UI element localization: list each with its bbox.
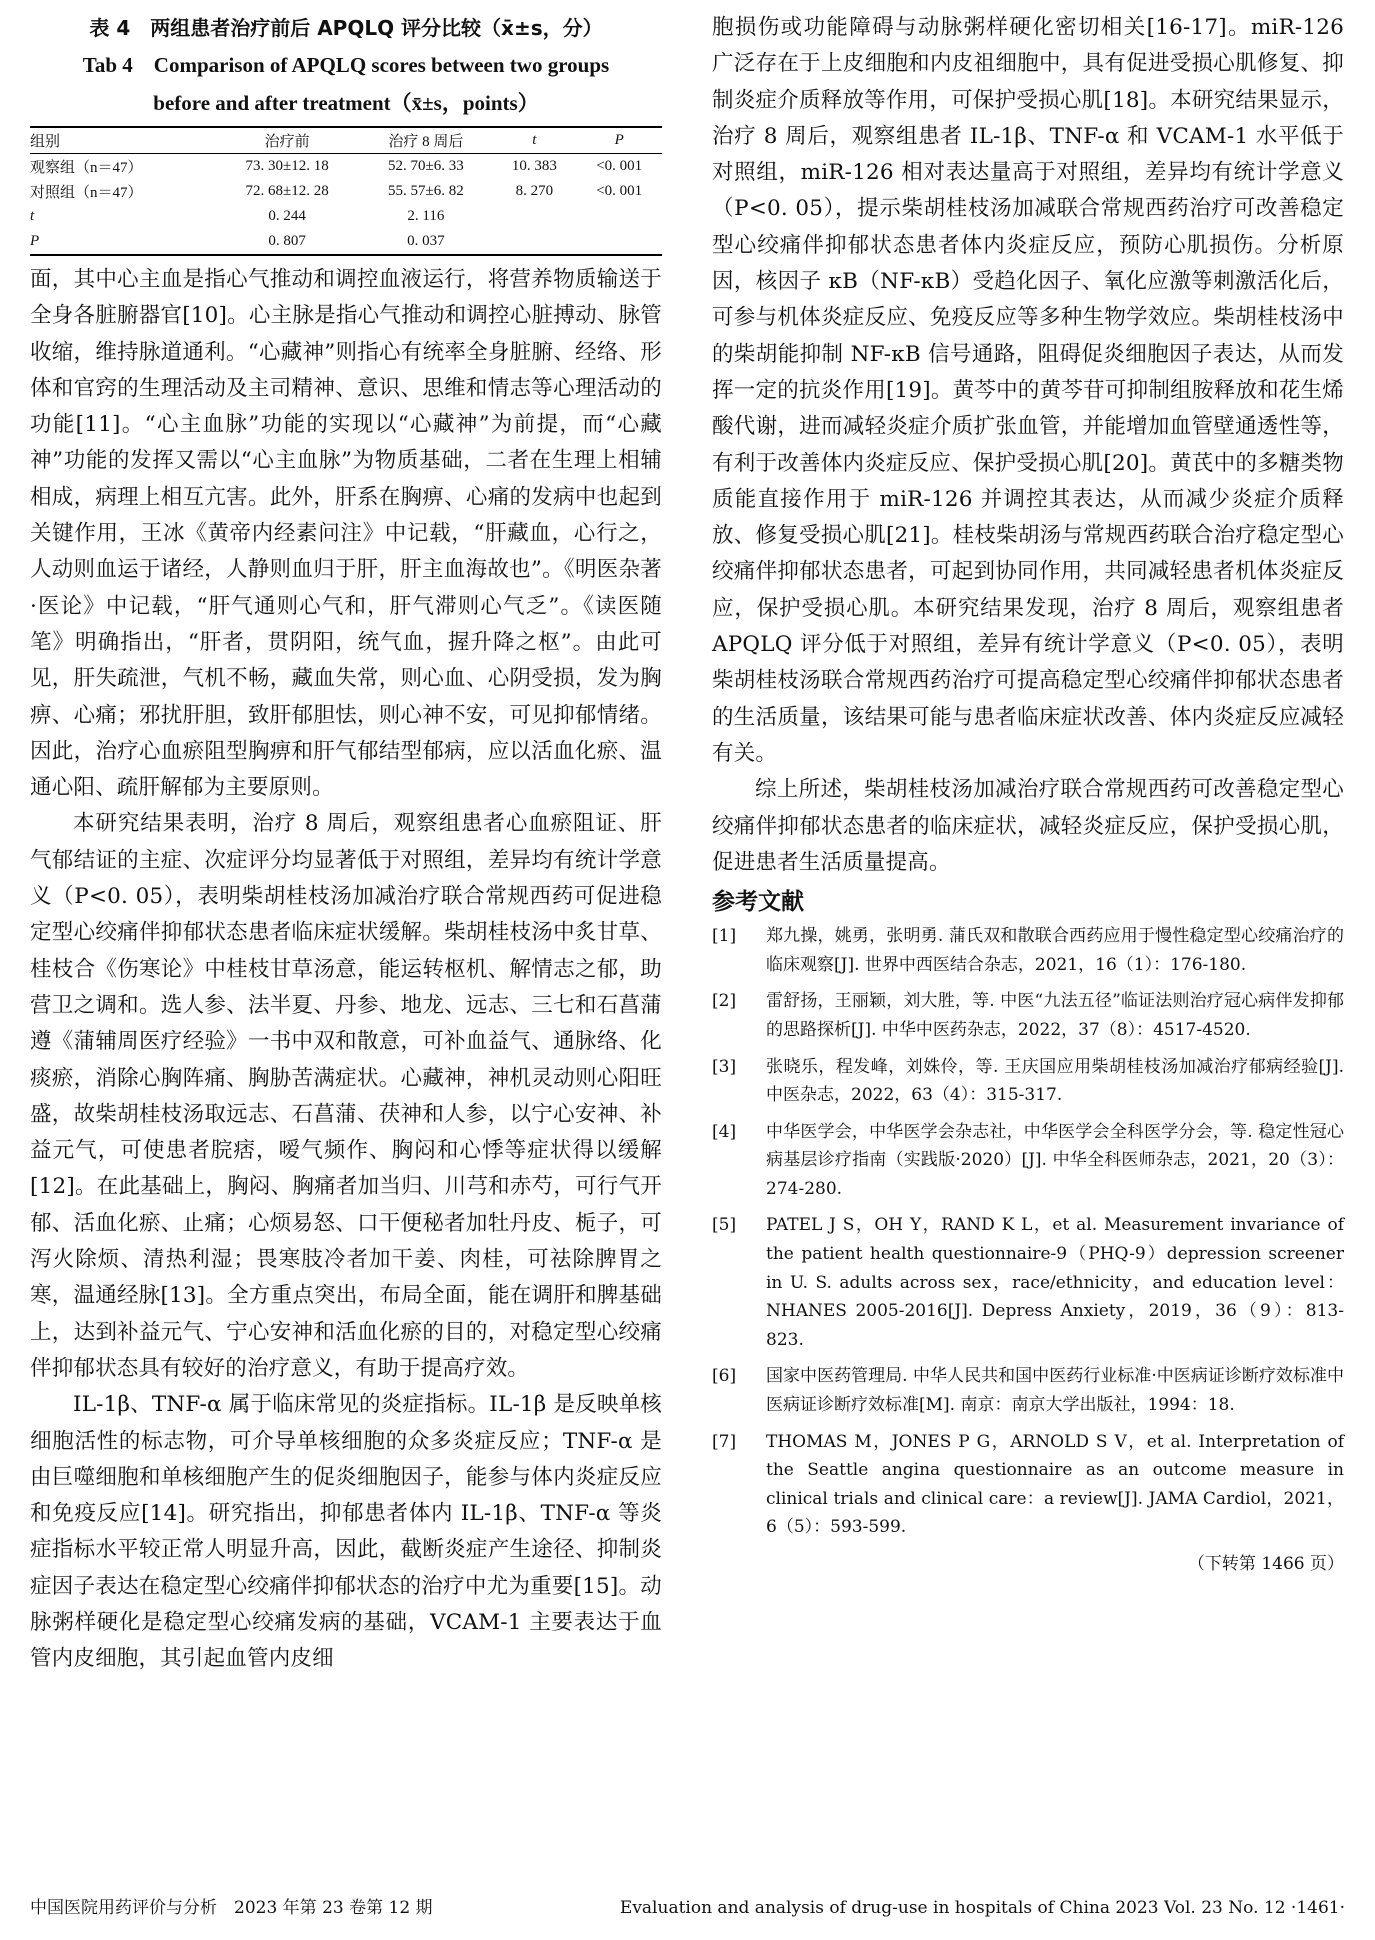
table-cell: 对照组（n＝47） [30, 185, 143, 201]
table-caption-en-line2: before and after treatment（x̄±s，points） [153, 91, 539, 115]
left-column [30, 10, 662, 1678]
header-after: 治疗 8 周后 [388, 134, 464, 150]
reference-text: 张晓乐，程发峰，刘姝伶，等. 王庆国应用柴胡桂枝汤加减治疗郁病经验[J]. 中医杂志，2022，63（4）：315-317. [766, 1056, 1344, 1106]
reference-item [712, 1362, 1344, 1419]
body-paragraph: IL-1β、TNF-α 属于临床常见的炎症指标。IL-1β 是反映单核细胞活性的标志物，可介导单核细胞的众多炎症反应；TNF-α 是由巨噬细胞和单核细胞产生的促炎细胞因子，能参与体内炎症反应和免疫反应[14]。研究指出，抑郁患者体内 IL-1β、TNF-α 等炎症指标水平较正常人明显升高，因此，截断炎症产生途径、抑制炎症因子表达在稳定型心绞痛伴抑郁状态的治疗中尤为重要[15]。动脉粥样硬化是稳定型心绞痛发病的基础，VCAM-1 主要表达于血管内皮细胞，其引起血管内皮细 [30, 1392, 662, 1672]
header-p: P [614, 132, 624, 148]
reference-text: 郑九操，姚勇，张明勇. 蒲氏双和散联合西药应用于慢性稳定型心绞痛治疗的临床观察[J]. 世界中西医结合杂志，2021，16（1）：176-180. [766, 926, 1344, 975]
body-paragraph: 本研究结果表明，治疗 8 周后，观察组患者心血瘀阻证、肝气郁结证的主症、次症评分均显著低于对照组，差异均有统计学意义（P<0. 05），表明柴胡桂枝汤加减治疗联合常规西药可促进稳定型心绞痛伴抑郁状态患者临床症状缓解。柴胡桂枝汤中炙甘草、桂枝合《伤寒论》中桂枝甘草汤意，能运转枢机、解情志之郁，助营卫之调和。选人参、法半夏、丹参、地龙、远志、三七和石菖蒲遵《蒲辅周医疗经验》一书中双和散意，可补血益气、通脉络、化痰瘀，消除心胸阵痛、胸胁苦满症状。心藏神，神机灵动则心阳旺盛，故柴胡桂枝汤取远志、石菖蒲、茯神和人参，以宁心安神、补益元气，可使患者脘痞，嗳气频作、胸闷和心悸等症状得以缓解[12]。在此基础上，胸闷、胸痛者加当归、川芎和赤芍，可行气开郁、活血化瘀、止痛；心烦易怒、口干便秘者加牡丹皮、栀子，可泻火除烦、清热利湿；畏寒肢冷者加干姜、肉桂，可祛除脾胃之寒，温通经脉[13]。全方重点突出，布局全面，能在调肝和脾基础上，达到补益元气、宁心安神和活血化瘀的目的，对稳定型心绞痛伴抑郁状态具有较好的治疗意义，有助于提高疗效。 [30, 811, 662, 1381]
body-paragraph: 面，其中心主血是指心气推动和调控血液运行，将营养物质输送于全身各脏腑器官[10]。心主脉是指心气推动和调控心脏搏动、脉管收缩，维持脉道通利。“心藏神”则指心有统率全身脏腑、经络、形体和官窍的生理活动及主司精神、意识、思维和情志等心理活动的功能[11]。“心主血脉”功能的实现以“心藏神”为前提，而“心藏神”功能的发挥又需以“心主血脉”为物质基础，二者在生理上相辅相成，病理上相互亢害。此外，肝系在胸痹、心痛的发病中也起到关键作用，王冰《黄帝内经素问注》中记载，“肝藏血，心行之，人动则血运于诸经，人静则血归于肝，肝主血海故也”。《明医杂著·医论》中记载，“肝气通则心气和，肝气滞则心气乏”。《读医随笔》明确指出，“肝者，贯阴阳，统气血，握升降之枢”。由此可见，肝失疏泄，气机不畅，藏血失常，则心血、心阴受损，发为胸痹、心痛；邪扰肝胆，致肝郁胆怯，则心神不安，可见抑郁情绪。因此，治疗心血瘀阻型胸痹和肝气郁结型郁病，应以活血化瘀、温通心阳、疏肝解郁为主要原则。 [30, 267, 662, 801]
body-paragraph: 综上所述，柴胡桂枝汤加减治疗联合常规西药可改善稳定型心绞痛伴抑郁状态患者的临床症状，减轻炎症反应，保护受损心肌，促进患者生活质量提高。 [712, 777, 1344, 875]
reference-item [712, 922, 1344, 979]
reference-item [712, 1428, 1344, 1542]
table-cell: 0. 037 [407, 233, 445, 249]
table-cell: P [30, 233, 40, 249]
table-4 [30, 126, 662, 256]
reference-number: [7] [712, 1431, 737, 1452]
continued-note: （下转第 1466 页） [1187, 1554, 1344, 1574]
table-cell: <0. 001 [596, 158, 643, 174]
table-caption-cn: 表 4 两组患者治疗前后 APQLQ 评分比较（x̄±s，分） [89, 16, 603, 40]
reference-item [712, 987, 1344, 1044]
references-heading: 参考文献 [712, 889, 804, 916]
table-cell [576, 204, 662, 229]
table-row [30, 204, 662, 229]
right-column [712, 10, 1344, 1578]
table-cell: <0. 001 [596, 183, 643, 199]
table-row [30, 229, 662, 255]
table-cell [492, 229, 576, 255]
table-cell: 52. 70±6. 33 [388, 158, 464, 174]
reference-item [712, 1118, 1344, 1204]
table-cell [576, 229, 662, 255]
table-cell: 8. 270 [515, 183, 554, 199]
header-group: 组别 [30, 134, 61, 150]
reference-number: [6] [712, 1366, 737, 1387]
table-cell: 10. 383 [511, 158, 557, 174]
table-cell: 55. 57±6. 82 [388, 183, 464, 199]
table-cell: 0. 807 [268, 233, 306, 249]
table-cell: 观察组（n＝47） [30, 160, 143, 176]
reference-item [712, 1211, 1344, 1354]
reference-number: [4] [712, 1121, 737, 1142]
table-cell: 72. 68±12. 28 [245, 183, 329, 199]
reference-text: 中华医学会，中华医学会杂志社，中华医学会全科医学分会，等. 稳定性冠心病基层诊疗指南（实践版·2020）[J]. 中华全科医师杂志，2021，20（3）：274-280. [766, 1121, 1344, 1199]
reference-item [712, 1053, 1344, 1110]
reference-text: 雷舒扬，王丽颖，刘大胜，等. 中医“九法五径”临证法则治疗冠心病伴发抑郁的思路探析[J]. 中华中医药杂志，2022，37（8）：4517-4520. [766, 991, 1344, 1040]
table-cell [492, 204, 576, 229]
body-paragraph: 胞损伤或功能障碍与动脉粥样硬化密切相关[16-17]。miR-126 广泛存在于上皮细胞和内皮祖细胞中，具有促进受损心肌修复、抑制炎症介质释放等作用，可保护受损心肌[18]。本研究结果显示，治疗 8 周后，观察组患者 IL-1β、TNF-α 和 VCAM-1 水平低于对照组，miR-126 相对表达量高于对照组，差异均有统计学意义（P<0. 05），提示柴胡桂枝汤加减联合常规西药治疗可改善稳定型心绞痛伴抑郁状态患者体内炎症反应，预防心肌损伤。分析原因，核因子 κB（NF-κB）受趋化因子、氧化应激等刺激活化后，可参与机体炎症反应、免疫反应等多种生物学效应。柴胡桂枝汤中的柴胡能抑制 NF-κB 信号通路，阻碍促炎细胞因子表达，从而发挥一定的抗炎作用[19]。黄芩中的黄芩苷可抑制组胺释放和花生烯酸代谢，进而减轻炎症介质扩张血管，并能增加血管壁通透性等，有利于改善体内炎症反应、保护受损心肌[20]。黄芪中的多糖类物质能直接作用于 miR-126 并调控其表达，从而减少炎症介质释放、修复受损心肌[21]。桂枝柴胡汤与常规西药联合治疗稳定型心绞痛伴抑郁状态患者，可起到协同作用，共同减轻患者机体炎症反应，保护受损心肌。本研究结果发现，治疗 8 周后，观察组患者 APQLQ 评分低于对照组，差异有统计学意义（P<0. 05），表明柴胡桂枝汤联合常规西药治疗可提高稳定型心绞痛伴抑郁状态患者的生活质量，该结果可能与患者临床症状改善、体内炎症反应减轻有关。 [712, 15, 1344, 766]
reference-list [712, 922, 1344, 1542]
table-row [30, 179, 662, 204]
reference-text: PATEL J S，OH Y，RAND K L，et al. Measurement invariance of the patient health questionnaire-9（PHQ-9）depression screener in U. S. adults across sex，race/ethnicity，and education level：NHANES 2005-2016[J]. Depress Anxiety，2019，36（9）：813-823. [766, 1215, 1344, 1350]
table-cell: 0. 244 [268, 208, 306, 224]
table-row [30, 154, 662, 180]
table-cell: 73. 30±12. 18 [245, 158, 329, 174]
reference-text: 国家中医药管理局. 中华人民共和国中医药行业标准·中医病证诊断疗效标准中医病证诊断疗效标准[M]. 南京：南京大学出版社，1994：18. [766, 1366, 1344, 1416]
table-cell: 2. 116 [407, 208, 445, 224]
header-before: 治疗前 [264, 134, 310, 150]
reference-text: THOMAS M，JONES P G，ARNOLD S V，et al. Interpretation of the Seattle angina questionnaire as an outcome measure in clinical trials and clinical care：a review[J]. JAMA Cardiol，2021，6（5）：593-599. [766, 1431, 1344, 1538]
table-cell: t [30, 208, 35, 224]
footer-journal-en: Evaluation and analysis of drug-use in hospitals of China 2023 Vol. 23 No. 12 ·1461· [619, 1898, 1345, 1918]
reference-number: [5] [712, 1215, 737, 1236]
footer-journal-cn: 中国医院用药评价与分析 2023 年第 23 卷第 12 期 [30, 1898, 433, 1918]
header-t: t [532, 132, 537, 148]
table-caption-en-line1: Tab 4 Comparison of APQLQ scores between two groups [82, 53, 610, 77]
reference-number: [1] [712, 926, 737, 947]
table-header-row [30, 127, 662, 154]
reference-number: [2] [712, 991, 737, 1012]
reference-number: [3] [712, 1056, 737, 1077]
